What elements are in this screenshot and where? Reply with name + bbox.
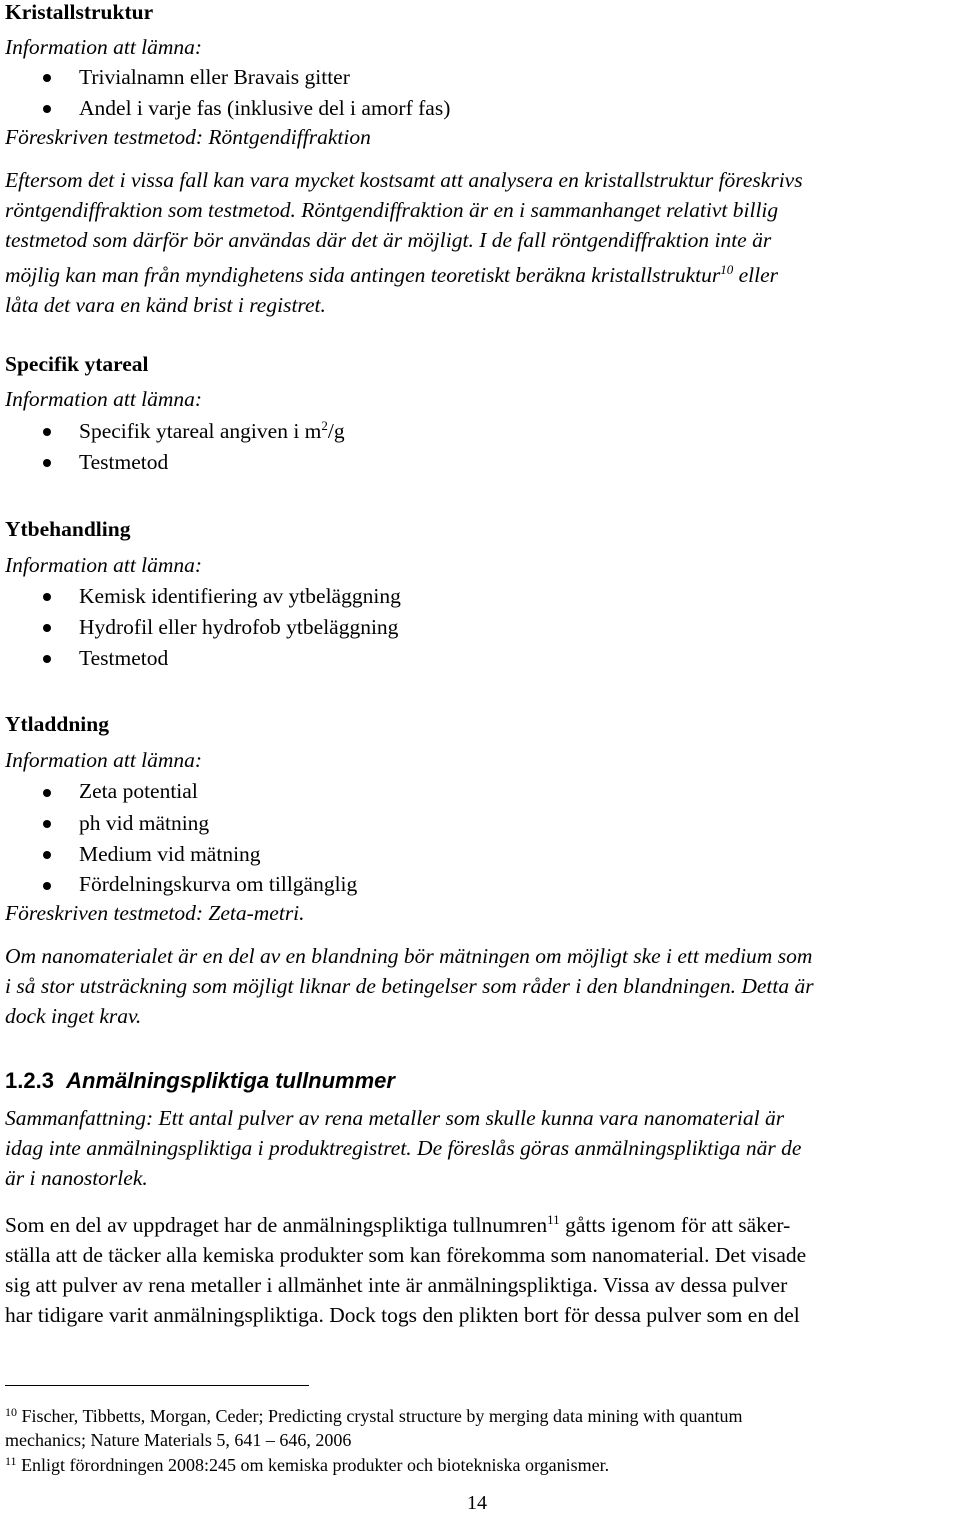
- method-label: Föreskriven testmetod: Röntgendiffraktion: [5, 125, 371, 149]
- list-item: Kemisk identifiering av ytbeläggning: [79, 584, 401, 608]
- paragraph-line: är i nanostorlek.: [5, 1166, 148, 1190]
- bullet: [43, 593, 51, 601]
- footnote-ref: 11: [547, 1212, 560, 1227]
- list-item: Fördelningskurva om tillgänglig: [79, 872, 358, 896]
- info-label: Information att lämna:: [5, 553, 203, 577]
- paragraph-line: Om nanomaterialet är en del av en blandning bör mätningen om möjligt ske i ett medium som: [5, 944, 813, 968]
- list-item: Testmetod: [79, 646, 169, 670]
- heading-ytbehandling: Ytbehandling: [5, 517, 131, 541]
- footnote-number: 11: [5, 1454, 17, 1468]
- bullet: [43, 428, 51, 436]
- paragraph-line: i så stor utsträckning som möjligt liknar de betingelser som råder i den blandningen. Detta är: [5, 974, 814, 998]
- paragraph-line: idag inte anmälningspliktiga i produktregistret. De föreslås göras anmälningspliktiga när de: [5, 1136, 802, 1160]
- footnote-text: Fischer, Tibbetts, Morgan, Ceder; Predicting crystal structure by merging data mining with quantum: [17, 1406, 743, 1426]
- bullet: [43, 105, 51, 113]
- bullet: [43, 882, 51, 890]
- list-item: ph vid mätning: [79, 811, 210, 835]
- list-item: Testmetod: [79, 450, 169, 474]
- heading-kristallstruktur: Kristallstruktur: [5, 0, 154, 24]
- footnote-10: [5, 1400, 743, 1452]
- list-item: Zeta potential: [79, 779, 198, 803]
- superscript: 2: [321, 418, 328, 433]
- bullet: [43, 789, 51, 797]
- footnote-ref: 10: [720, 262, 734, 277]
- bullet: [43, 851, 51, 859]
- paragraph-line: sig att pulver av rena metaller i allmänhet inte är anmälningspliktiga. Vissa av dessa pulver: [5, 1273, 788, 1297]
- paragraph-line: låta det vara en känd brist i registret.: [5, 293, 326, 317]
- paragraph-line: ställa att de täcker alla kemiska produkter som kan förekomma som nanomaterial. Det visade: [5, 1243, 807, 1267]
- paragraph-line: [5, 1205, 806, 1240]
- text-fragment: Som en del av uppdraget har de anmälningspliktiga tullnumren: [5, 1213, 548, 1237]
- section-heading: [5, 1068, 395, 1094]
- body-paragraph: [5, 1205, 806, 1330]
- section-title: Anmälningspliktiga tullnummer: [66, 1068, 395, 1093]
- footnote-11: [5, 1449, 609, 1477]
- text-fragment: möjlig kan man från myndighetens sida antingen teoretiskt beräkna kristallstruktur: [5, 263, 721, 287]
- footnote-text: Enligt förordningen 2008:245 om kemiska produkter och biotekniska organismer.: [16, 1455, 610, 1475]
- list-item: [79, 418, 345, 444]
- bullet: [43, 820, 51, 828]
- heading-ytladdning: Ytladdning: [5, 712, 109, 736]
- summary-paragraph: [5, 1103, 801, 1193]
- paragraph-line: [5, 255, 803, 290]
- section-number: 1.2.3: [5, 1068, 54, 1093]
- info-label: Information att lämna:: [5, 748, 203, 772]
- list-item: Trivialnamn eller Bravais gitter: [79, 65, 350, 89]
- info-label: Information att lämna:: [5, 35, 203, 59]
- list-item: Andel i varje fas (inklusive del i amorf fas): [79, 96, 451, 120]
- list-item: Medium vid mätning: [79, 842, 261, 866]
- text-fragment: eller: [733, 263, 778, 287]
- bullet: [43, 74, 51, 82]
- text-fragment: /g: [327, 419, 345, 443]
- paragraph-line: röntgendiffraktion som testmetod. Röntgendiffraktion är en i sammanhanget relativt billig: [5, 198, 779, 222]
- paragraph-line: testmetod som därför bör användas där det är möjligt. I de fall röntgendiffraktion inte är: [5, 228, 772, 252]
- list-item: Hydrofil eller hydrofob ytbeläggning: [79, 615, 399, 639]
- paragraph-line: Eftersom det i vissa fall kan vara mycket kostsamt att analysera en kristallstruktur föreskrivs: [5, 168, 803, 192]
- paragraph-line: har tidigare varit anmälningspliktiga. Dock togs den plikten bort för dessa pulver som en del: [5, 1303, 800, 1327]
- paragraph-line: Sammanfattning: Ett antal pulver av rena metaller som skulle kunna vara nanomaterial är: [5, 1106, 785, 1130]
- paragraph-line: dock inget krav.: [5, 1004, 142, 1028]
- footnote-number: 10: [5, 1405, 17, 1419]
- footnote-line: [5, 1400, 743, 1428]
- document-page: [5, 0, 955, 1515]
- info-label: Information att lämna:: [5, 387, 203, 411]
- bullet: [43, 459, 51, 467]
- page-number: 14: [467, 1492, 487, 1514]
- paragraph-kristall: [5, 165, 803, 320]
- heading-specifik-ytareal: Specifik ytareal: [5, 352, 149, 376]
- footnote-separator: [5, 1385, 309, 1386]
- text-fragment: gåtts igenom för att säker-: [559, 1213, 791, 1237]
- bullet: [43, 655, 51, 663]
- bullet: [43, 624, 51, 632]
- footnote-line: mechanics; Nature Materials 5, 641 – 646, 2006: [5, 1430, 352, 1450]
- text-fragment: Specifik ytareal angiven i m: [79, 419, 322, 443]
- paragraph-ytladdning: [5, 941, 814, 1031]
- method-label: Föreskriven testmetod: Zeta-metri.: [5, 901, 305, 925]
